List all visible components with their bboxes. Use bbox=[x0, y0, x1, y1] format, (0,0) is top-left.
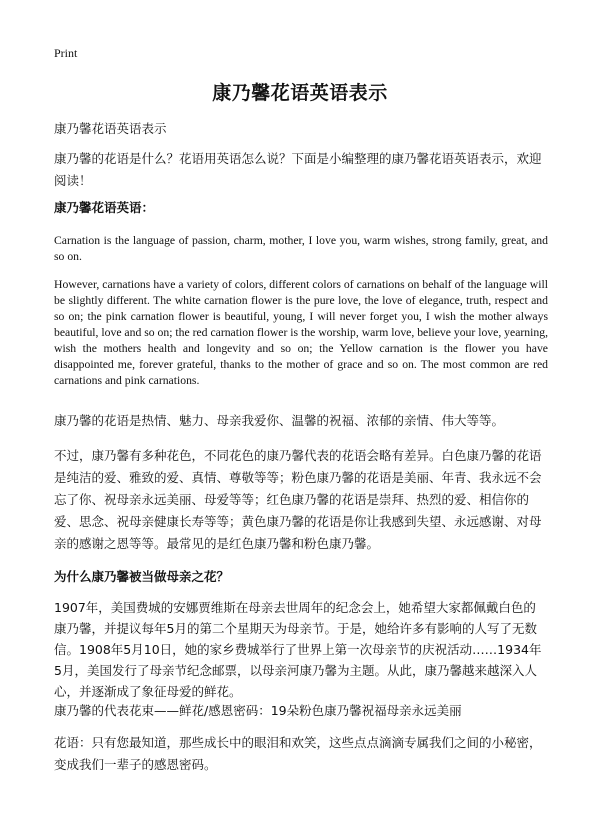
intro-paragraph: 康乃馨的花语是什么？花语用英语怎么说？下面是小编整理的康乃馨花语英语表示，欢迎阅读！ bbox=[54, 151, 542, 188]
chinese-paragraph-1: 康乃馨的花语是热情、魅力、母亲我爱你、温馨的祝福、浓郁的亲情、伟大等等。 bbox=[54, 413, 505, 428]
page-title: 康乃馨花语英语表示 bbox=[212, 82, 388, 104]
chinese-paragraph-2: 不过，康乃馨有多种花色，不同花色的康乃馨代表的花语会略有差异。白色康乃馨的花语是纯洁的爱、雅致的爱、真情、尊敬等等；粉色康乃馨的花语是美丽、年青、我永远不会忘了你、祝母亲永远美丽、母爱等等；红色康乃馨的花语是崇拜、热烈的爱、相信你的爱、思念、祝母亲健康长寿等等；黄色康乃馨的花语是你让我感到失望、永远感谢、对母亲的感谢之恩等等。最常见的是红色康乃馨和粉色康乃馨。 bbox=[54, 448, 542, 551]
print-label: Print bbox=[54, 46, 78, 60]
flower-language-paragraph: 花语：只有您最知道，那些成长中的眼泪和欢笑，这些点点滴滴专属我们之间的小秘密，变成我们一辈子的感恩密码。 bbox=[54, 735, 542, 772]
doc-subtitle: 康乃馨花语英语表示 bbox=[54, 121, 167, 136]
bouquet-paragraph: 康乃馨的代表花束——鲜花/感恩密码：19朵粉色康乃馨祝福母亲永远美丽 bbox=[54, 703, 462, 718]
heading-english-flower-language: 康乃馨花语英语： bbox=[54, 200, 155, 215]
english-paragraph-1: Carnation is the language of passion, charm, mother, I love you, warm wishes, strong family, great, and so on. bbox=[54, 234, 548, 263]
heading-why-mothers-flower: 为什么康乃馨被当做母亲之花？ bbox=[54, 569, 230, 584]
history-paragraph: 1907年，美国费城的安娜贾维斯在母亲去世周年的纪念会上，她希望大家都佩戴白色的康乃馨，并提议每年5月的第二个星期天为母亲节。于是，她给许多有影响的人写了无数信。1908年5月10日，她的家乡费城举行了世界上第一次母亲节的庆祝活动……1934年5月，美国发行了母亲节纪念邮票，以母亲河康乃馨为主题。从此，康乃馨越来越深入人心，并逐渐成了象征母爱的鲜花。 bbox=[54, 600, 542, 699]
english-paragraph-2: However, carnations have a variety of colors, different colors of carnations on behalf of the language will be slightly different. The white carnation flower is the pure love, the love of elegance, truth, respect and so on; the pink carnation flower is beautiful, young, I will never forget you, I wish the mother always beautiful, love and so on; the red carnation flower is the worship, warm love, believe your love, yearning, wish the mothers health and longevity and so on; the Yellow carnation is the flower you have disappointed me, forever grateful, thanks to the mother of grace and so on. The most common are red carnations and pink carnations. bbox=[54, 278, 548, 387]
